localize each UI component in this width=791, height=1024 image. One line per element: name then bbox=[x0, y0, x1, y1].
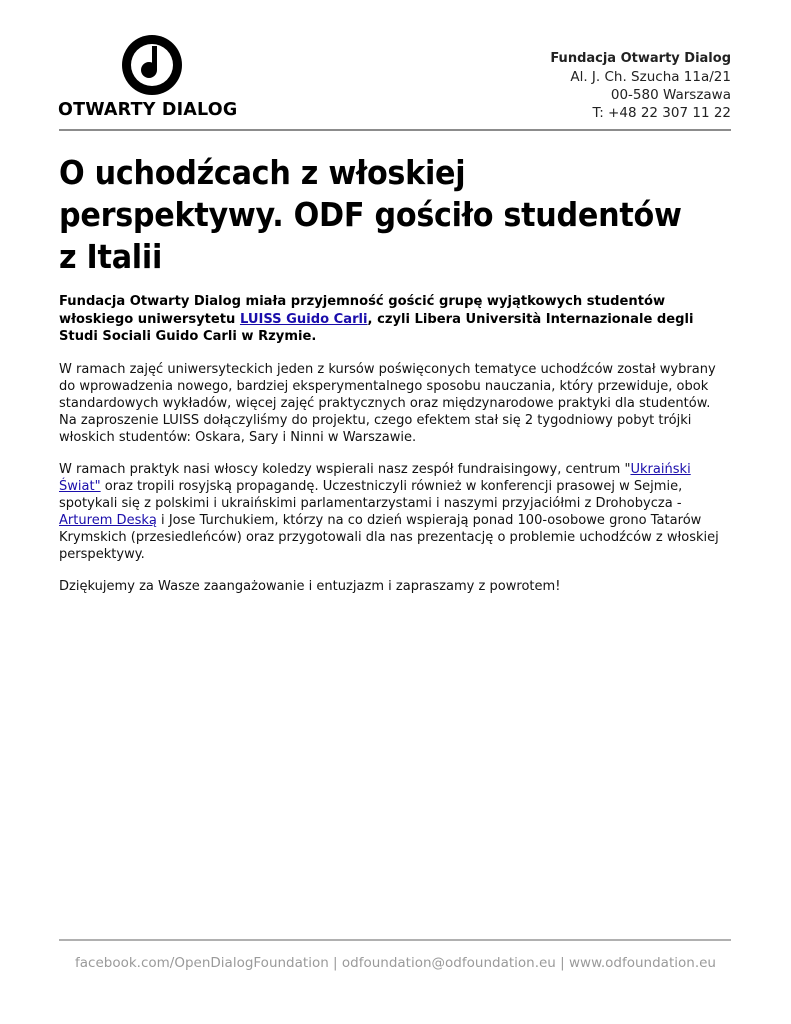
artur-deska-link[interactable]: Arturem Deską bbox=[59, 512, 157, 528]
logo-mark-icon bbox=[121, 34, 183, 96]
footer-divider bbox=[59, 939, 731, 941]
lead-text-end: , czyli Libera Università Internazionale degli Studi Sociali Guido Carli w Rzymie. bbox=[59, 310, 694, 344]
paragraph-2-part-2: oraz tropili rosyjską propagandę. Uczestniczyli również w konferencji prasowej w Sejmie, spotykali się z polskimi i ukraińskimi parlamentarzystami i naszymi przyjaciółmi z Drohobycza - bbox=[59, 478, 683, 511]
lead-text-start: Fundacja Otwarty Dialog miała przyjemność gościć grupę wyjątkowych studentów włoskiego uniwersytetu bbox=[59, 293, 666, 327]
phone-number: T: +48 22 307 11 22 bbox=[592, 105, 731, 121]
address-line-2: 00-580 Warszawa bbox=[610, 87, 731, 103]
paragraph-2-part-1: W ramach praktyk nasi włoscy koledzy wspierali nasz zespół fundraisingowy, centrum " bbox=[59, 461, 631, 477]
paragraph-1: W ramach zajęć uniwersyteckich jeden z kursów poświęconych tematyce uchodźców został wybrany do wprowadzenia nowego, bardziej eksperymentalnego sposobu nauczania, który przewiduje, obok standardowych wykładów, więcej zajęć praktycznych oraz międzynarodowe praktyki dla studentów. Na zaproszenie LUISS dołączyliśmy do projektu, czego efektem stał się 2 tygodniowy pobyt trójki włoskich studentów: Oskara, Sary i Ninni w Warszawie. bbox=[59, 361, 716, 445]
contact-block bbox=[550, 50, 731, 122]
paragraph-3: Dziękujemy za Wasze zaangażowanie i entuzjazm i zapraszamy z powrotem! bbox=[59, 578, 561, 594]
footer-contacts: facebook.com/OpenDialogFoundation | odfoundation@odfoundation.eu | www.odfoundation.eu bbox=[75, 955, 716, 971]
ukrainski-swiat-link[interactable]: Ukraiński Świat" bbox=[59, 461, 691, 494]
org-name: Fundacja Otwarty Dialog bbox=[550, 51, 731, 66]
article-title: O uchodźcach z włoskiej perspektywy. ODF gościło studentów z Italii bbox=[59, 154, 682, 276]
address-line-1: Al. J. Ch. Szucha 11a/21 bbox=[570, 69, 731, 85]
article-lead bbox=[59, 293, 728, 346]
paragraph-2-part-3: i Jose Turchukiem, którzy na co dzień wspierają ponad 100-osobowe grono Tatarów Krymskich (przesiedleńców) oraz przygotowali dla nas prezentację o problemie uchodźców z włoskiej perspektywy. bbox=[59, 512, 719, 562]
header-divider bbox=[59, 129, 731, 131]
odf-logo bbox=[58, 34, 248, 124]
logo-wordmark: OTWARTY DIALOG bbox=[58, 100, 238, 120]
paragraph-2 bbox=[59, 461, 725, 563]
luiss-link[interactable]: LUISS Guido Carli bbox=[239, 310, 368, 327]
